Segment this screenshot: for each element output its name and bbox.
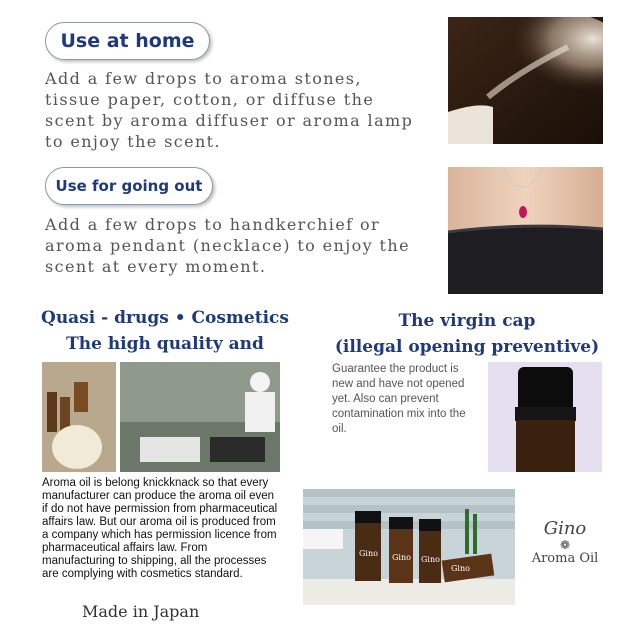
virgin-cap-line2: (illegal opening preventive) bbox=[334, 337, 600, 357]
virgin-cap-text: Guarantee the product is new and have not opened yet. Also can prevent contamination mix into the oil. bbox=[332, 363, 466, 435]
virgin-cap-line1: The virgin cap bbox=[398, 311, 536, 331]
brand-logo bbox=[520, 518, 610, 566]
flower-icon: ❁ bbox=[559, 538, 571, 552]
disclaimer-text: Aroma oil is belong knickknack so that every manufacturer can produce the aroma oil even if do not have permission from pharmaceutical affairs law. But our aroma oil is produced from a company which has permission licence from pharmaceutical affairs law. From manufacturing to shipping, all the processes are complying with cosmetics standard. bbox=[42, 477, 278, 580]
quasi-drugs-line1: Quasi - drugs • Cosmetics bbox=[41, 308, 289, 328]
diffuser-photo bbox=[448, 17, 603, 144]
bottle-label-3: Gino bbox=[421, 555, 440, 564]
use-at-home-badge bbox=[45, 22, 210, 60]
use-for-going-out-badge bbox=[45, 167, 213, 205]
use-for-going-out-title: Use for going out bbox=[55, 177, 203, 195]
necklace-illustration bbox=[448, 167, 603, 294]
lab-worker-illustration bbox=[120, 362, 280, 472]
bottle-label-2: Gino bbox=[392, 553, 411, 562]
bottle-label-4: Gino bbox=[451, 564, 470, 573]
brand-product: Aroma Oil bbox=[531, 551, 599, 566]
virgin-cap-heading bbox=[332, 308, 602, 360]
lab-bottles-illustration bbox=[42, 362, 116, 472]
bottle-label-1: Gino bbox=[359, 549, 378, 558]
necklace-photo bbox=[448, 167, 603, 294]
bottle-cap-illustration bbox=[488, 362, 602, 472]
diffuser-illustration bbox=[448, 17, 603, 144]
product-photo bbox=[303, 489, 515, 605]
brand-name: Gino bbox=[543, 518, 587, 539]
use-for-going-out-text: Add a few drops to handkerchief or aroma pendant (necklace) to enjoy the scent at every moment. bbox=[45, 215, 410, 276]
made-in-japan: Made in Japan bbox=[82, 602, 200, 621]
use-at-home-text: Add a few drops to aroma stones, tissue paper, cotton, or diffuse the scent by aroma diffuser or aroma lamp to enjoy the scent. bbox=[45, 69, 414, 151]
use-at-home-title: Use at home bbox=[60, 30, 195, 52]
quasi-drugs-line2: The high quality and bbox=[66, 334, 264, 354]
lab-photo-right bbox=[120, 362, 280, 472]
lab-photo-left bbox=[42, 362, 116, 472]
virgin-cap-photo bbox=[488, 362, 602, 472]
product-bottles-illustration bbox=[303, 489, 515, 605]
